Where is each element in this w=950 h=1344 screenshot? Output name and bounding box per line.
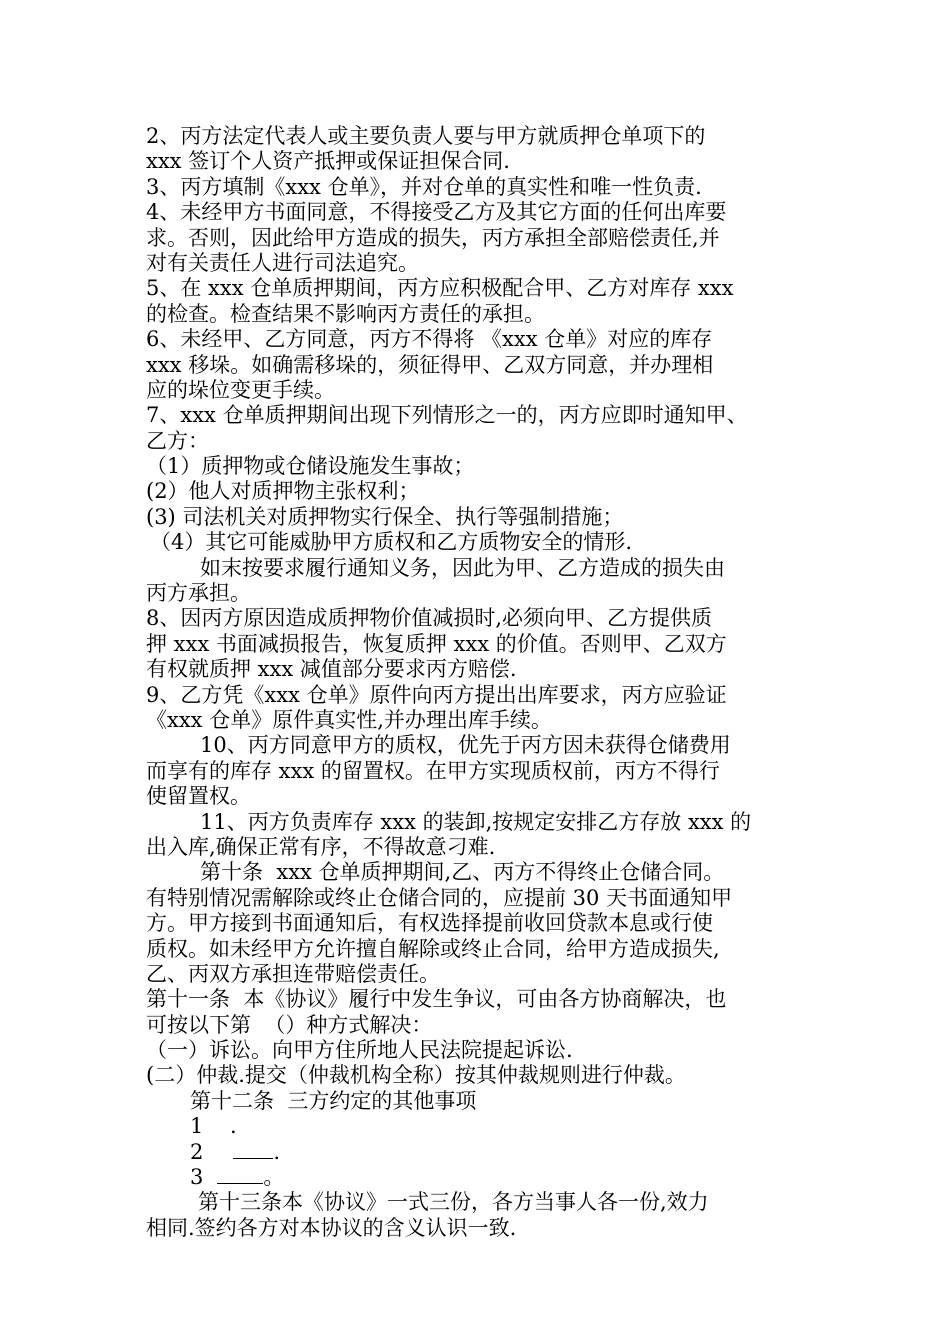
text-line: 如末按要求履行通知义务，因此为甲、乙方造成的损失由	[200, 555, 725, 580]
text-line: 1 .	[190, 1114, 237, 1139]
text-line: 4、未经甲方书面同意，不得接受乙方及其它方面的任何出库要	[146, 200, 727, 225]
text-line: （一）诉讼。向甲方住所地人民法院提起诉讼.	[146, 1038, 573, 1063]
text-line: 出入库,确保正常有序，不得故意刁难.	[146, 834, 496, 859]
text-line: 《xxx 仓单》原件真实性,并办理出库手续。	[146, 707, 552, 732]
text-line: 质权。如未经甲方允许擅自解除或终止合同，给甲方造成损失,	[146, 936, 720, 961]
text-line: 7、xxx 仓单质押期间出现下列情形之一的，丙方应即时通知甲、	[146, 403, 748, 428]
text-line: 8、因丙方原因造成质押物价值减损时,必须向甲、乙方提供质	[146, 606, 713, 631]
blank-underline	[233, 1140, 273, 1159]
item-number: 3	[190, 1165, 204, 1190]
text-line: 2、丙方法定代表人或主要负责人要与甲方就质押仓单项下的	[146, 124, 706, 148]
text-line: (2）他人对质押物主张权利；	[146, 479, 420, 504]
item-punct: 。	[263, 1165, 285, 1190]
text-line: 3、丙方填制《xxx 仓单》，并对仓单的真实性和唯一性负责.	[146, 174, 702, 199]
text-line: 第十三条本《协议》一式三份，各方当事人各一份,效力	[198, 1190, 709, 1215]
item-number: 2	[190, 1139, 204, 1164]
text-line: 11、丙方负责库存 xxx 的装卸,按规定安排乙方存放 xxx 的	[200, 809, 752, 834]
text-line: 对有关责任人进行司法追究。	[146, 250, 419, 275]
fill-in-line-2	[146, 1140, 816, 1165]
text-line: 应的垛位变更手续。	[146, 377, 335, 402]
item-punct: .	[273, 1139, 281, 1164]
text-line: xxx 签订个人资产抵押或保证担保合同.	[146, 149, 510, 174]
text-line: （4）其它可能威胁甲方质权和乙方质物安全的情形.	[150, 530, 633, 555]
text-line: 有特别情况需解除或终止仓储合同的，应提前 30 天书面通知甲	[146, 885, 733, 910]
text-line: 使留置权。	[146, 784, 251, 809]
text-line: 第十一条 本《协议》履行中发生争议，可由各方协商解决，也	[146, 987, 727, 1012]
text-line: 可按以下第 （）种方式解决：	[146, 1012, 433, 1037]
text-line: 而享有的库存 xxx 的留置权。在甲方实现质权前，丙方不得行	[146, 758, 720, 783]
contract-text	[146, 124, 816, 1241]
text-line: 乙方：	[146, 428, 209, 453]
text-line: 10、丙方同意甲方的质权，优先于丙方因未获得仓储费用	[200, 733, 731, 758]
text-line: 求。否则，因此给甲方造成的损失，丙方承担全部赔偿责任,并	[146, 225, 720, 250]
fill-in-line-3	[146, 1165, 816, 1190]
text-line: 5、在 xxx 仓单质押期间，丙方应积极配合甲、乙方对库存 xxx	[146, 276, 734, 301]
text-line: 有权就质押 xxx 减值部分要求丙方赔偿.	[146, 657, 517, 682]
text-line: 押 xxx 书面减损报告，恢复质押 xxx 的价值。否则甲、乙双方	[146, 631, 727, 656]
text-line: 丙方承担。	[146, 581, 251, 606]
text-line: （1）质押物或仓储设施发生事故；	[146, 454, 475, 479]
blank-underline	[217, 1165, 263, 1184]
text-line: xxx 移垛。如确需移垛的，须征得甲、乙双方同意，并办理相	[146, 352, 714, 377]
text-line: (二）仲裁.提交（仲裁机构全称）按其仲裁规则进行仲裁。	[146, 1063, 686, 1088]
text-line: 的检查。检查结果不影响丙方责任的承担。	[146, 301, 545, 326]
text-line: 乙、丙双方承担连带赔偿责任。	[146, 961, 440, 986]
text-line: 第十二条 三方约定的其他事项	[190, 1088, 477, 1113]
text-line: 第十条 xxx 仓单质押期间,乙、丙方不得终止仓储合同。	[200, 860, 725, 885]
text-line: (3) 司法机关对质押物实行保全、执行等强制措施；	[146, 504, 624, 529]
text-line: 6、未经甲、乙方同意，丙方不得将 《xxx 仓单》对应的库存	[146, 327, 713, 352]
text-line: 9、乙方凭《xxx 仓单》原件向丙方提出出库要求，丙方应验证	[146, 682, 727, 707]
text-line: 相同.签约各方对本协议的含义认识一致.	[146, 1215, 517, 1240]
text-line: 方。甲方接到书面通知后，有权选择提前收回贷款本息或行使	[146, 911, 713, 936]
